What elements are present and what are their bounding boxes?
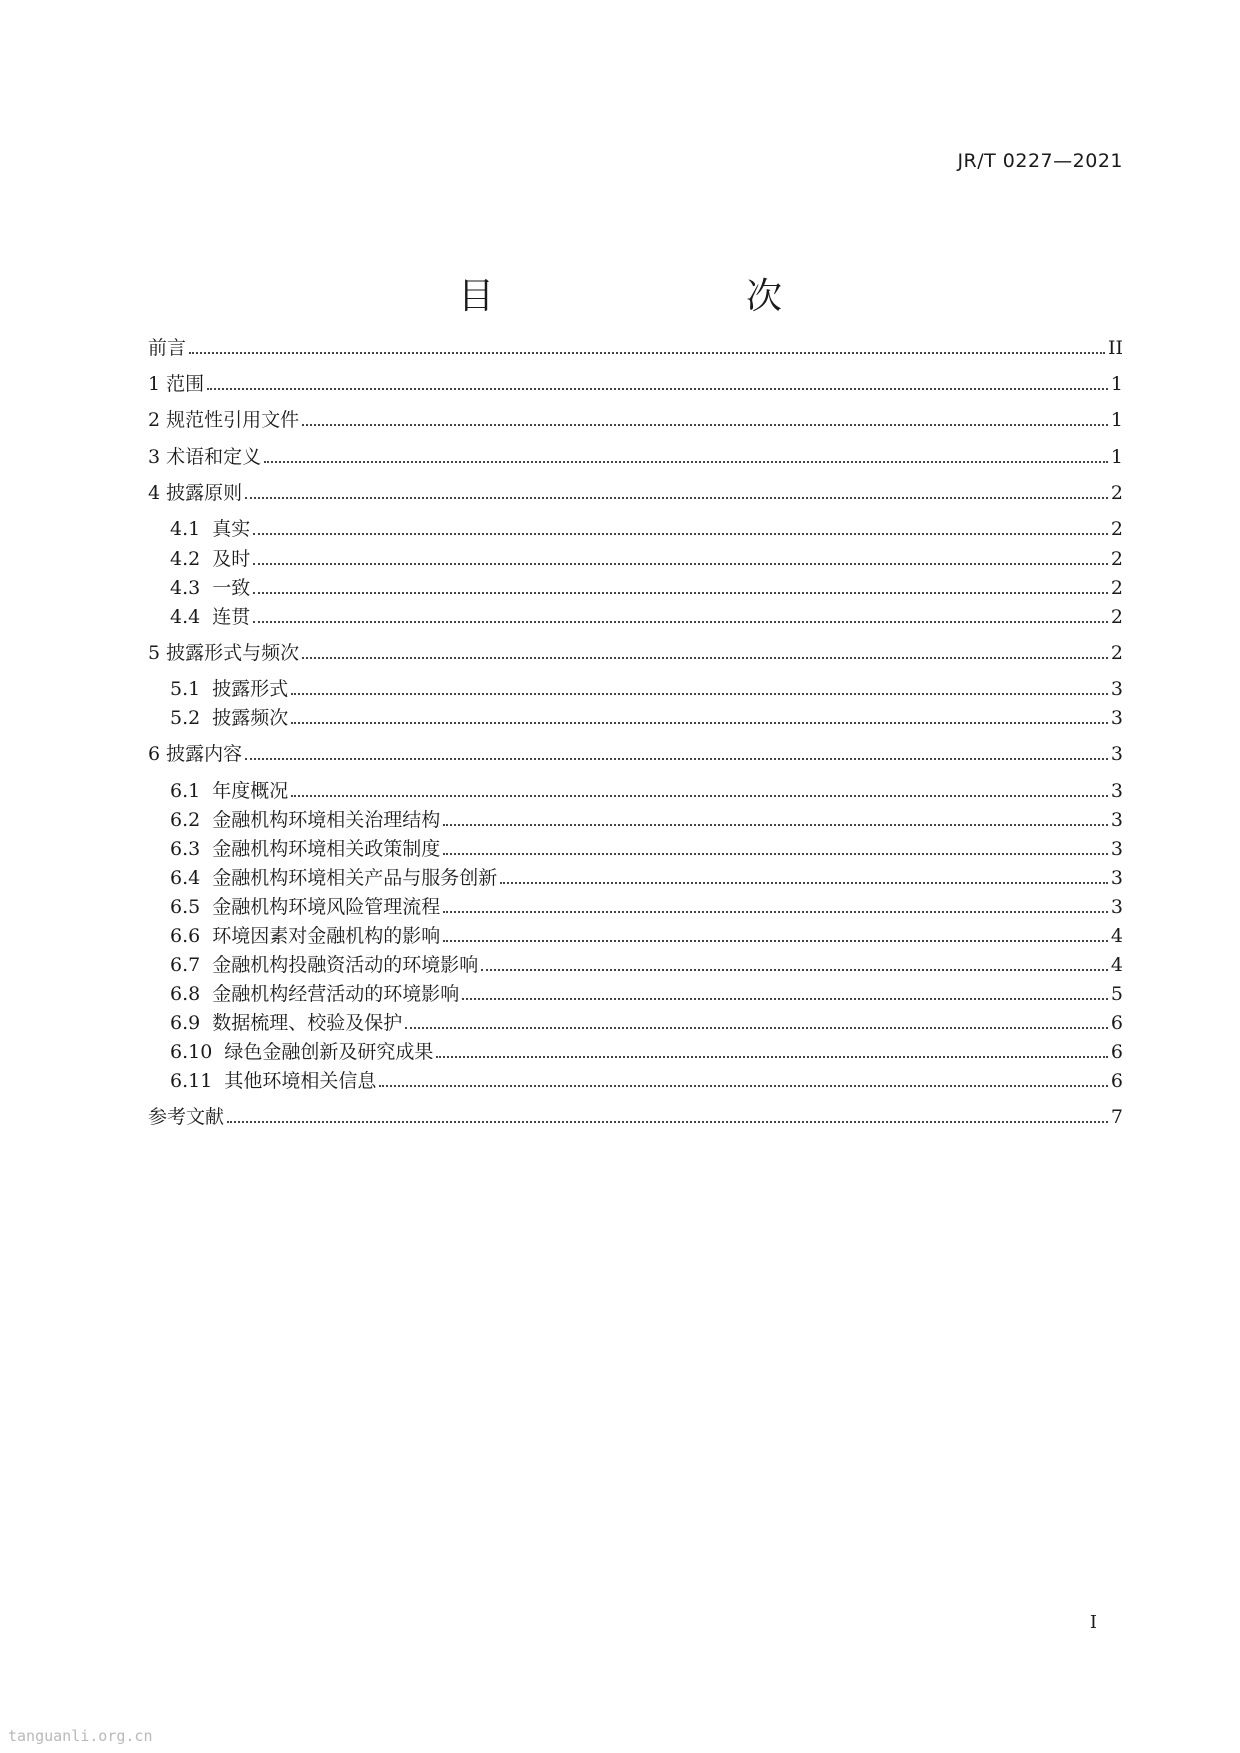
toc-entry-title: 数据梳理、校验及保护 <box>212 1012 403 1034</box>
toc-entry-number: 6.4 <box>170 867 213 889</box>
toc-entry[interactable] <box>0 893 1240 921</box>
toc-entry-row <box>170 603 1123 631</box>
toc-entry-title: 其他环境相关信息 <box>224 1070 377 1092</box>
toc-entry-row <box>170 806 1123 834</box>
toc-entry-title: 真实 <box>212 518 251 540</box>
toc-entry[interactable] <box>0 515 1240 543</box>
toc-dot-leader <box>405 1027 1108 1029</box>
toc-entry-title: 绿色金融创新及研究成果 <box>224 1041 434 1063</box>
toc-title: 目 次 <box>457 276 842 317</box>
toc-entry-page: 5 <box>1110 983 1123 1005</box>
toc-entry-row <box>148 740 1123 768</box>
toc-entry[interactable] <box>0 479 1240 507</box>
watermark: tanguanli.org.cn <box>8 1727 153 1745</box>
toc-entry[interactable] <box>0 370 1240 398</box>
toc-entry[interactable] <box>0 835 1240 863</box>
toc-entry-title: 环境因素对金融机构的影响 <box>212 925 441 947</box>
toc-dot-leader <box>443 824 1108 826</box>
toc-entry[interactable] <box>0 740 1240 768</box>
toc-entry-number: 1 <box>148 373 167 395</box>
toc-entry-title: 披露形式 <box>212 678 289 700</box>
toc-entry-page: 6 <box>1110 1012 1123 1034</box>
toc-entry-title: 前言 <box>148 337 187 359</box>
toc-dot-leader <box>481 969 1108 971</box>
toc-entry-page: 2 <box>1110 577 1123 599</box>
toc-entry-number: 6.5 <box>170 896 213 918</box>
toc-entry-row <box>148 639 1123 667</box>
toc-entry-number: 6.7 <box>170 954 213 976</box>
toc-entry-title: 连贯 <box>212 606 251 628</box>
toc-entry-page: 3 <box>1110 838 1123 860</box>
toc-entry[interactable] <box>0 334 1240 362</box>
toc-entry-page: 2 <box>1110 606 1123 628</box>
toc-entry-page: 2 <box>1110 548 1123 570</box>
toc-entry-row <box>148 1103 1123 1131</box>
toc-entry-page: 1 <box>1110 446 1123 468</box>
toc-entry-page: 7 <box>1110 1106 1123 1128</box>
toc-entry-title: 披露原则 <box>166 482 243 504</box>
toc-dot-leader <box>253 621 1108 623</box>
toc-entry-page: 3 <box>1110 678 1123 700</box>
toc-dot-leader <box>443 940 1108 942</box>
toc-entry-number: 6.11 <box>170 1070 225 1092</box>
toc-dot-leader <box>443 853 1108 855</box>
toc-entry-page: 4 <box>1110 925 1123 947</box>
toc-entry-row <box>170 980 1123 1008</box>
toc-entry-number: 6.6 <box>170 925 213 947</box>
toc-entry-number: 4.1 <box>170 518 213 540</box>
toc-dot-leader <box>264 461 1108 463</box>
toc-entry-number: 4.4 <box>170 606 213 628</box>
toc-entry-row <box>170 704 1123 732</box>
toc-entry-row <box>148 406 1123 434</box>
toc-entry-row <box>148 334 1123 362</box>
toc-entry-title: 金融机构环境相关产品与服务创新 <box>212 867 498 889</box>
toc-entry-row <box>170 864 1123 892</box>
toc-entry-title: 金融机构环境风险管理流程 <box>212 896 441 918</box>
toc-entry-title: 及时 <box>212 548 251 570</box>
toc-dot-leader <box>462 998 1108 1000</box>
toc-entry-page: 1 <box>1110 409 1123 431</box>
toc-entry-title: 一致 <box>212 577 251 599</box>
toc-entry-page: 2 <box>1110 642 1123 664</box>
toc-entry-title: 术语和定义 <box>166 446 262 468</box>
toc-entry[interactable] <box>0 951 1240 979</box>
toc-entry[interactable] <box>0 603 1240 631</box>
toc-entry[interactable] <box>0 443 1240 471</box>
toc-entry-row <box>170 1067 1123 1095</box>
toc-dot-leader <box>291 795 1108 797</box>
toc-entry[interactable] <box>0 1103 1240 1131</box>
toc-entry[interactable] <box>0 675 1240 703</box>
toc-entry-page: 3 <box>1110 896 1123 918</box>
toc-dot-leader <box>253 592 1108 594</box>
page-number: I <box>1089 1612 1097 1633</box>
toc-entry-title: 金融机构投融资活动的环境影响 <box>212 954 479 976</box>
toc-entry[interactable] <box>0 777 1240 805</box>
toc-entry-row <box>170 835 1123 863</box>
toc-dot-leader <box>207 388 1108 390</box>
toc-entry-page: 3 <box>1110 780 1123 802</box>
toc-entry[interactable] <box>0 1038 1240 1066</box>
toc-entry-title: 金融机构环境相关治理结构 <box>212 809 441 831</box>
toc-entry-page: 6 <box>1110 1070 1123 1092</box>
toc-entry[interactable] <box>0 704 1240 732</box>
toc-entry[interactable] <box>0 1009 1240 1037</box>
toc-entry-title: 年度概况 <box>212 780 289 802</box>
toc-entry-page: 1 <box>1110 373 1123 395</box>
toc-entry-title: 披露频次 <box>212 707 289 729</box>
toc-entry-number: 6.2 <box>170 809 213 831</box>
toc-dot-leader <box>245 497 1108 499</box>
toc-entry-number: 6.3 <box>170 838 213 860</box>
toc-entry-row <box>148 479 1123 507</box>
toc-dot-leader <box>291 722 1108 724</box>
toc-entry[interactable] <box>0 922 1240 950</box>
toc-entry-page: 3 <box>1110 743 1123 765</box>
standard-code: JR/T 0227—2021 <box>957 150 1123 172</box>
toc-dot-leader <box>291 693 1108 695</box>
toc-entry-number: 6.10 <box>170 1041 225 1063</box>
toc-entry-number: 6.1 <box>170 780 213 802</box>
toc-entry-title: 金融机构经营活动的环境影响 <box>212 983 460 1005</box>
toc-entry[interactable] <box>0 864 1240 892</box>
toc-entry-title: 披露形式与频次 <box>166 642 300 664</box>
toc-entry[interactable] <box>0 806 1240 834</box>
toc-entry-number: 6 <box>148 743 167 765</box>
toc-dot-leader <box>443 911 1108 913</box>
toc-entry-page: 3 <box>1110 867 1123 889</box>
toc-entry-row <box>148 443 1123 471</box>
toc-dot-leader <box>227 1121 1108 1123</box>
toc-entry-row <box>170 893 1123 921</box>
toc-entry[interactable] <box>0 574 1240 602</box>
toc-dot-leader <box>253 563 1108 565</box>
toc-entry-row <box>170 1038 1123 1066</box>
toc-entry-row <box>170 675 1123 703</box>
toc-entry[interactable] <box>0 545 1240 573</box>
toc-entry-number: 4 <box>148 482 167 504</box>
toc-entry-row <box>170 951 1123 979</box>
toc-entry-page: 3 <box>1110 707 1123 729</box>
toc-entry-number: 6.8 <box>170 983 213 1005</box>
toc-dot-leader <box>436 1056 1108 1058</box>
toc-entry-page: II <box>1107 337 1123 359</box>
toc-entry-row <box>170 922 1123 950</box>
toc-entry[interactable] <box>0 639 1240 667</box>
toc-entry-page: 4 <box>1110 954 1123 976</box>
toc-entry-title: 参考文献 <box>148 1106 225 1128</box>
toc-entry-row <box>170 515 1123 543</box>
toc-entry-page: 6 <box>1110 1041 1123 1063</box>
toc-entry-number: 4.2 <box>170 548 213 570</box>
toc-dot-leader <box>253 533 1108 535</box>
toc-dot-leader <box>245 758 1108 760</box>
toc-entry-title: 披露内容 <box>166 743 243 765</box>
toc-entry-number: 5 <box>148 642 167 664</box>
toc-entry-title: 范围 <box>166 373 205 395</box>
toc-dot-leader <box>302 657 1108 659</box>
toc-entry[interactable] <box>0 1067 1240 1095</box>
toc-entry-page: 2 <box>1110 518 1123 540</box>
toc-entry-number: 6.9 <box>170 1012 213 1034</box>
toc-entry[interactable] <box>0 406 1240 434</box>
toc-entry-row <box>170 545 1123 573</box>
toc-dot-leader <box>302 424 1108 426</box>
toc-entry-number: 5.2 <box>170 707 213 729</box>
toc-entry-number: 5.1 <box>170 678 213 700</box>
toc-entry-row <box>170 574 1123 602</box>
toc-dot-leader <box>500 882 1108 884</box>
toc-dot-leader <box>189 352 1105 354</box>
toc-entry-number: 3 <box>148 446 167 468</box>
toc-entry-row <box>148 370 1123 398</box>
toc-entry-title: 金融机构环境相关政策制度 <box>212 838 441 860</box>
toc-entry-row <box>170 1009 1123 1037</box>
toc-entry-number: 4.3 <box>170 577 213 599</box>
toc-entry-page: 2 <box>1110 482 1123 504</box>
toc-entry-number: 2 <box>148 409 167 431</box>
toc-dot-leader <box>379 1085 1108 1087</box>
toc-entry[interactable] <box>0 980 1240 1008</box>
toc-entry-row <box>170 777 1123 805</box>
toc-entry-title: 规范性引用文件 <box>166 409 300 431</box>
toc-entry-page: 3 <box>1110 809 1123 831</box>
